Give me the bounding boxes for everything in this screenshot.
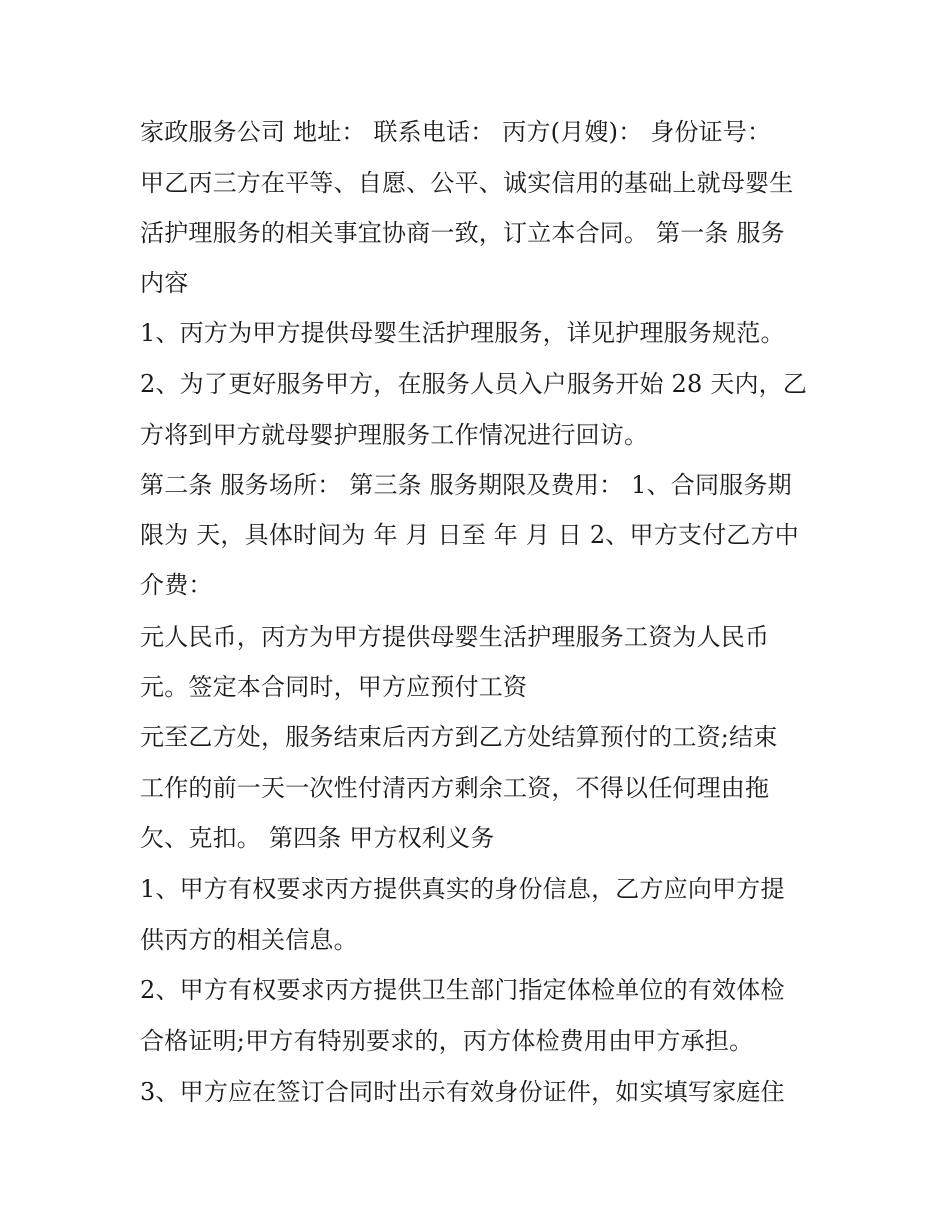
text-line: 1、丙方为甲方提供母婴生活护理服务，详见护理服务规范。 xyxy=(140,319,785,347)
text-line: 限为 天，具体时间为 年 月 日至 年 月 日 2、甲方支付乙方中 xyxy=(140,521,799,549)
text-line: 第二条 服务场所： 第三条 服务期限及费用： 1、合同服务期 xyxy=(140,471,792,499)
text-line: 2、为了更好服务甲方，在服务人员入户服务开始 28 天内，乙 xyxy=(140,370,808,398)
text-line: 3、甲方应在签订合同时出示有效身份证件，如实填写家庭住 xyxy=(140,1078,785,1106)
text-line: 家政服务公司 地址： 联系电话： 丙方(月嫂)： 身份证号： xyxy=(140,118,772,146)
text-line: 甲乙丙三方在平等、自愿、公平、诚实信用的基础上就母婴生 xyxy=(140,169,794,197)
text-line: 供丙方的相关信息。 xyxy=(140,926,358,954)
text-line: 内容 xyxy=(140,269,189,297)
text-line: 欠、克扣。 第四条 甲方权利义务 xyxy=(140,824,495,852)
text-line: 合格证明;甲方有特别要求的，丙方体检费用由甲方承担。 xyxy=(140,1027,754,1055)
text-line: 1、甲方有权要求丙方提供真实的身份信息，乙方应向甲方提 xyxy=(140,875,785,903)
text-line: 工作的前一天一次性付清丙方剩余工资，不得以任何理由拖 xyxy=(140,774,770,802)
text-line: 元。签定本合同时，甲方应预付工资 xyxy=(140,673,528,701)
text-line: 方将到甲方就母婴护理服务工作情况进行回访。 xyxy=(140,421,649,449)
text-line: 元至乙方处，服务结束后丙方到乙方处结算预付的工资;结束 xyxy=(140,723,778,751)
text-line: 介费： xyxy=(140,571,213,599)
text-line: 2、甲方有权要求丙方提供卫生部门指定体检单位的有效体检 xyxy=(140,976,785,1004)
text-line: 元人民币，丙方为甲方提供母婴生活护理服务工资为人民币 xyxy=(140,623,770,651)
text-line: 活护理服务的相关事宜协商一致，订立本合同。 第一条 服务 xyxy=(140,219,785,247)
